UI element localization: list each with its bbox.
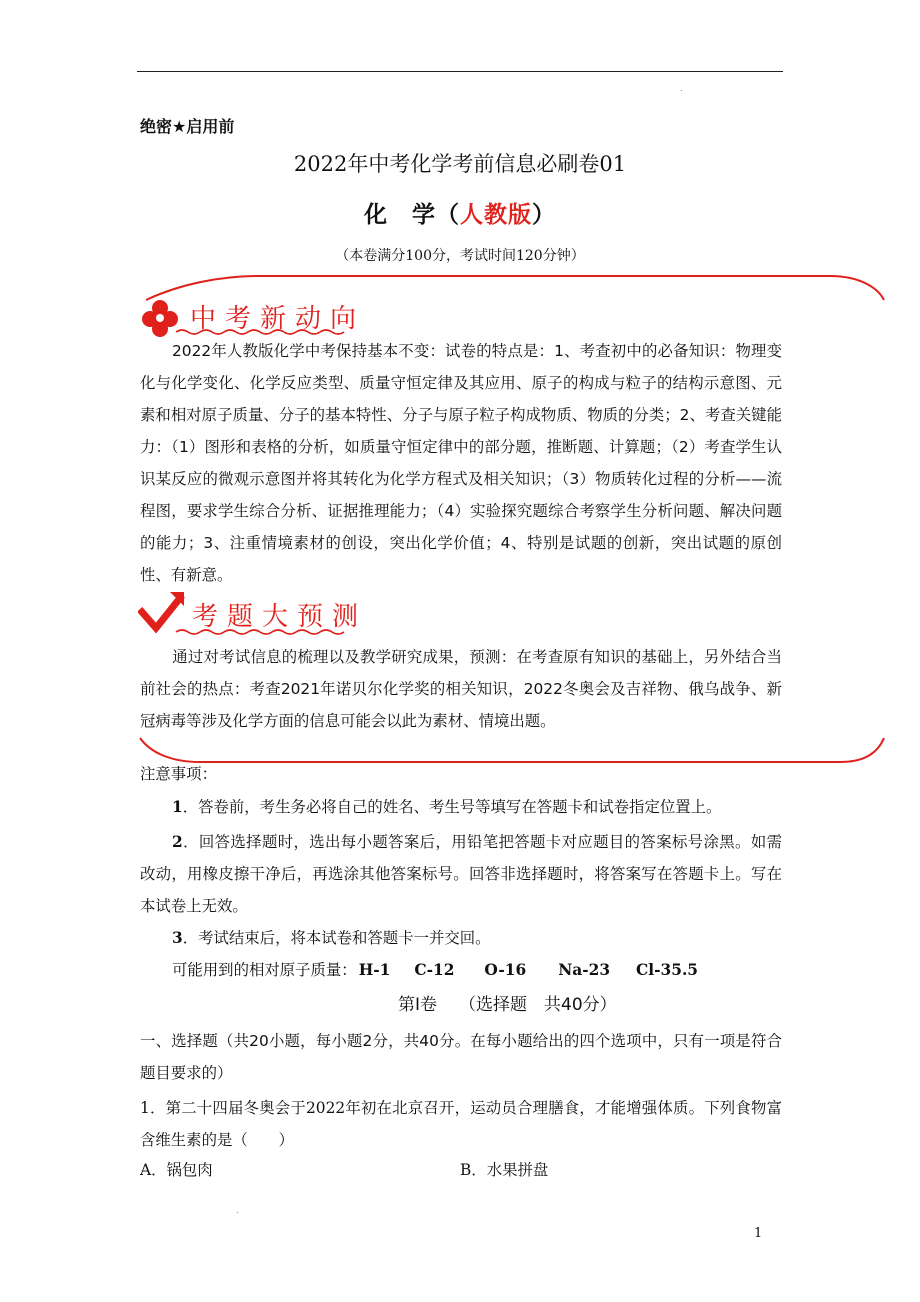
question-1-stem: 1．第二十四届冬奥会于2022年初在北京召开，运动员合理膳食，才能增强体质。下列食物富含维生素的是（ ） [140,1099,782,1149]
note-number: 1 [172,798,183,816]
note-number: 3 [172,929,183,947]
notes-title: 注意事项： [140,765,217,783]
volume-label: 第Ⅰ卷 [398,995,438,1015]
exam-title: 2022年中考化学考前信息必刷卷01 [293,152,627,176]
trend-heading: 中考新动向 [190,304,366,334]
score-note: （本卷满分100分，考试时间120分钟） [335,248,585,264]
note-text: ．回答选择题时，选出每小题答案后，用铅笔把答题卡对应题目的答案标号涂黑。如需改动，用橡皮擦干净后，再选涂其他答案标号。回答非选择题时，将答案写在答题卡上。写在本试卷上无效。 [140,833,782,915]
prediction-paragraph [140,641,782,737]
note-item-3 [172,926,491,948]
atomic-mass: Cl-35.5 [636,961,699,979]
note-item-1 [172,795,721,817]
classification-label: 绝密★启用前 [140,117,235,136]
subject-version: 人教版 [460,202,532,228]
subject-suffix: ） [532,202,556,228]
prediction-heading: 考题大预测 [192,602,368,632]
check-arrow-icon [138,588,186,636]
volume-desc: （选择题 共40分） [459,995,617,1015]
note-text: ．答卷前，考生务必将自己的姓名、考生号等填写在答题卡和试卷指定位置上。 [182,798,722,816]
note-item-2 [140,826,782,922]
note-number: 2 [172,833,183,851]
trend-text: 2022年人教版化学中考保持基本不变：试卷的特点是：1、考查初中的必备知识：物理变化与化学变化、化学反应类型、质量守恒定律及其应用、原子的构成与粒子的结构示意图、元素和相对原子质量、分子的基本特性、分子与原子粒子构成物质、物质的分类；2、考查关键能力：（1）图形和表格的分析，如质量守恒定律中的部分题，推断题、计算题；（2）考查学生认识某反应的微观示意图并将其转化为化学方程式及相关知识；（3）物质转化过程的分析——流程图，要求学生综合分析、证据推理能力；（4）实验探究题综合考察学生分析问题、解决问题的能力；3、注重情境素材的创设，突出化学价值；4、特别是试题的创新，突出试题的原创性、有新意。 [140,342,782,584]
atomic-mass: Na-23 [558,961,611,979]
flower-icon [140,298,180,338]
atomic-label: 可能用到的相对原子质量： [172,961,357,979]
subject-prefix: 化 学（ [364,202,460,228]
question-1-option-b: B．水果拼盘 [460,1161,549,1179]
note-text: ．考试结束后，将本试卷和答题卡一并交回。 [182,929,491,947]
volume-heading [398,990,617,1015]
section-instruction: 一、选择题（共20小题，每小题2分，共40分。在每小题给出的四个选项中，只有一项是符合题目要求的） [140,1032,782,1082]
atomic-masses-line [172,958,698,980]
atomic-mass: C-12 [414,961,455,979]
decorative-dot: . [236,1206,239,1215]
page-number: 1 [754,1226,763,1241]
question-1-option-a: A．锅包肉 [140,1161,213,1179]
decorative-dot: . [680,84,683,93]
atomic-mass: H-1 [358,961,391,979]
prediction-text: 通过对考试信息的梳理以及教学研究成果，预测：在考查原有知识的基础上，另外结合当前社会的热点：考查2021年诺贝尔化学奖的相关知识，2022冬奥会及吉祥物、俄乌战争、新冠病毒等涉及化学方面的信息可能会以此为素材、情境出题。 [140,648,782,730]
atomic-mass: O-16 [484,961,527,979]
trend-paragraph [140,335,782,591]
